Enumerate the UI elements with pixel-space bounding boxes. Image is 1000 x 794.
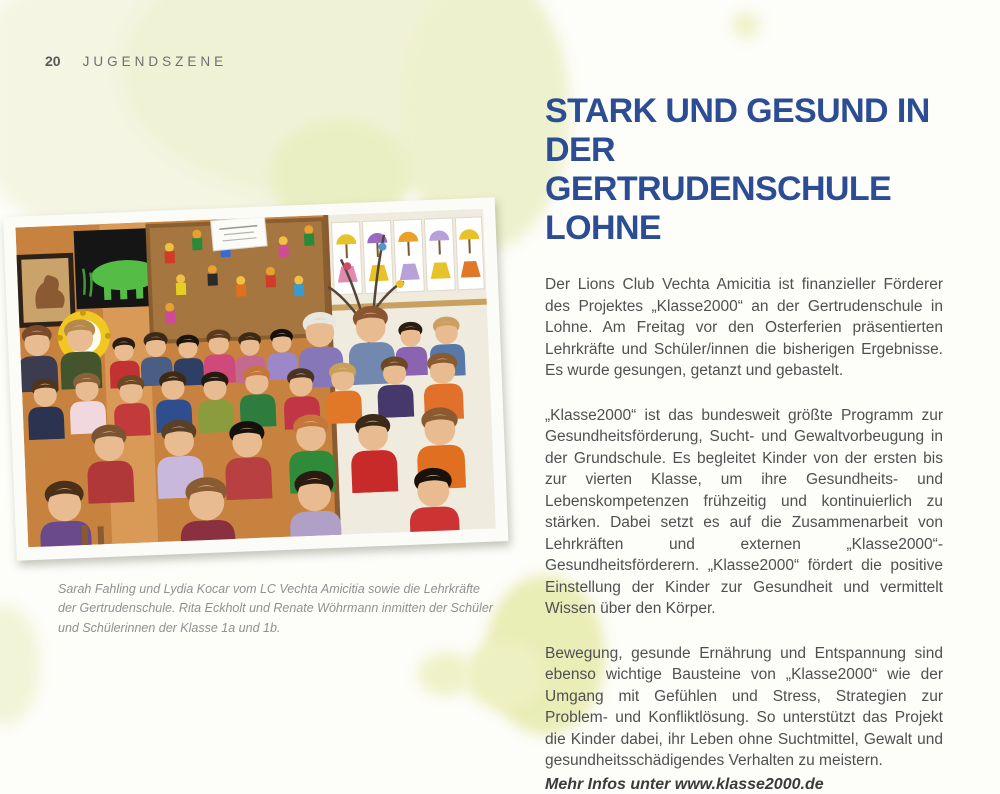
more-info-line: Mehr Infos unter www.klasse2000.de (545, 775, 824, 793)
watercolor-splash (418, 652, 474, 696)
watercolor-splash (465, 640, 545, 710)
article-paragraph-2: „Klasse2000“ ist das bundesweit größte Programm zur Gesundheitsförderung, Sucht- und Gewaltvorbeugung in der Grundschule. Es begleitet Kinder von der ersten bis zur vierten Klasse, um ihre Gesundheits- und Lebenskompetenzen frühzeitig und kontinuierlich zu stärken. Dabei setzt es auf die Zusammenarbeit von Lehrkräften und externen „Klasse2000“-Gesundheitsförderern. „Klasse2000“ fördert die positive Einstellung der Kinder zur Gesundheit und vermittelt Wissen über den Körper. (545, 406, 943, 617)
classroom-photo-illustration (15, 209, 495, 548)
section-title: JUGENDSZENE (82, 54, 228, 69)
article-title-line: STARK UND GESUND IN (545, 92, 930, 130)
classroom-photo (3, 197, 508, 560)
paper-sign (211, 216, 268, 251)
page-number: 20 (45, 53, 61, 69)
umbrella-drawings (331, 217, 484, 295)
watercolor-splash (0, 605, 40, 725)
page-header (45, 53, 227, 69)
photo-caption: Sarah Fahling und Lydia Kocar vom LC Vechta Amicitia sowie die Lehrkräfte der Gertrudenschule. Rita Eckholt und Renate Wöhrmann inmitten der Schüler und Schülerinnen der Klasse 1a und 1b. (58, 582, 493, 635)
article-title-line: DER GERTRUDENSCHULE (545, 131, 892, 208)
article-title (545, 92, 943, 248)
article-paragraph-1: Der Lions Club Vechta Amicitia ist finanzieller Förderer des Projektes „Klasse2000“ an der Gertrudenschule in Lohne. Am Freitag vor den Osterferien präsentierten Lehrkräfte und Schüler/innen die bisherigen Ergebnisse. Es wurde gesungen, getanzt und gebastelt. (545, 276, 943, 379)
watercolor-splash (732, 12, 760, 38)
article-column (545, 92, 943, 794)
article-title-line: LOHNE (545, 209, 662, 247)
article-paragraph-3: Bewegung, gesunde Ernährung und Entspannung sind ebenso wichtige Bausteine von „Klasse2000“ wie der Umgang mit Gefühlen und Stress, Strategien zur Problem- und Konfliktlösung. So unterstützt das Projekt die Kinder dabei, ihr Leben ohne Suchtmittel, Gewalt und gesundheitsschädigendes Verhalten zu meistern. (545, 644, 943, 769)
